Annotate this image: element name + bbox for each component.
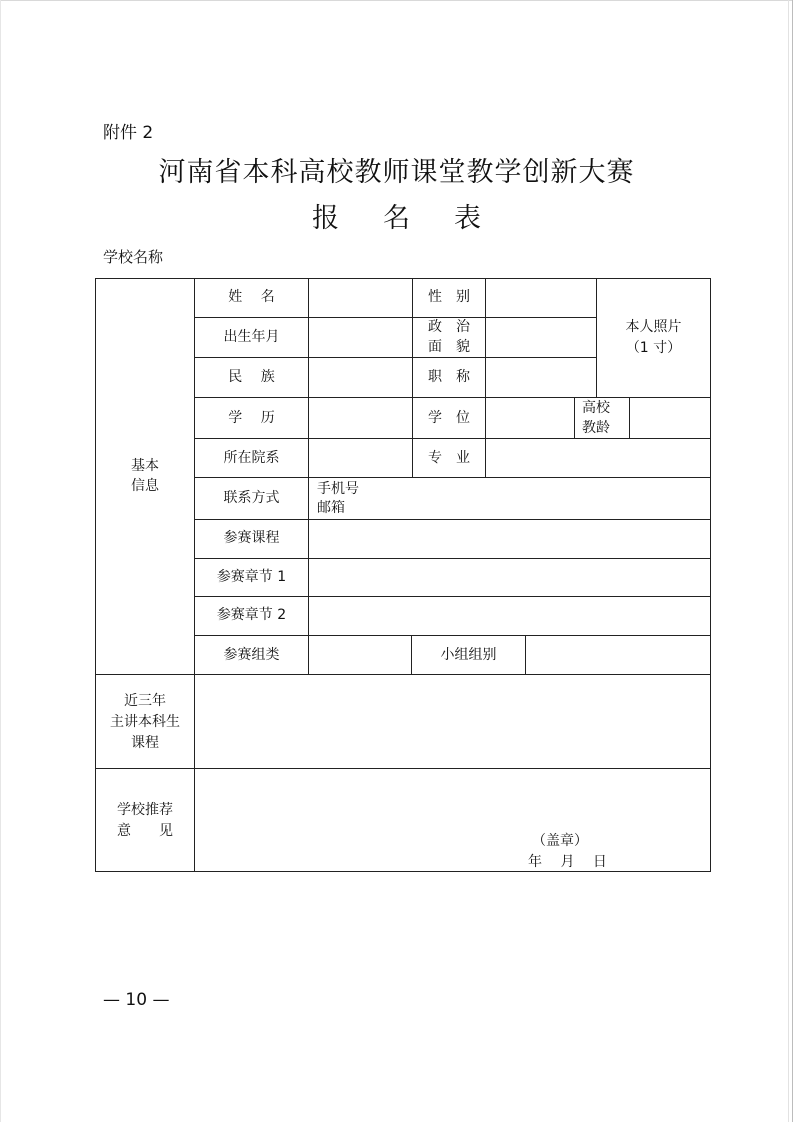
recommend-label-cell <box>95 768 195 872</box>
department-label: 所在院系 <box>223 450 280 466</box>
name-label: 姓 名 <box>228 289 275 305</box>
birth-label: 出生年月 <box>223 329 280 345</box>
recommend-field[interactable] <box>194 768 711 872</box>
major-label: 专 业 <box>428 450 470 466</box>
teaching-years-label: 高校 <box>582 400 610 416</box>
group-type-label: 参赛组类 <box>223 647 280 663</box>
attachment-label: 附件 2 <box>103 123 154 143</box>
education-field[interactable] <box>308 397 413 439</box>
title-rank-label: 职 称 <box>428 369 470 385</box>
political-label: 政 治 <box>428 319 470 335</box>
teaching-years-label: 教龄 <box>582 420 610 436</box>
photo-size-label: （1 寸） <box>625 340 682 356</box>
form-title: 河南省本科高校教师课堂教学创新大赛 <box>158 157 635 188</box>
page-edge <box>0 0 793 1</box>
mobile-label: 手机号 <box>317 481 359 497</box>
chapter2-label: 参赛章节 2 <box>216 607 287 623</box>
basic-info-label: 基本 <box>131 458 159 474</box>
courses-label: 主讲本科生 <box>110 714 180 730</box>
basic-info-label: 信息 <box>131 478 159 494</box>
subtitle-char: 表 <box>454 203 481 234</box>
ethnicity-field[interactable] <box>308 357 413 398</box>
chapter1-field[interactable] <box>308 558 711 597</box>
gender-field[interactable] <box>485 278 597 318</box>
courses-label: 近三年 <box>124 693 166 709</box>
group-type-field[interactable] <box>308 635 412 675</box>
courses-label: 课程 <box>131 735 159 751</box>
recommend-label: 学校推荐 <box>117 802 173 818</box>
course-label: 参赛课程 <box>223 530 280 546</box>
birth-field[interactable] <box>308 317 413 358</box>
photo-label: 本人照片 <box>625 319 682 335</box>
subtitle-char: 报 <box>312 203 339 234</box>
chapter2-field[interactable] <box>308 596 711 636</box>
contact-field[interactable] <box>308 477 711 520</box>
contact-label: 联系方式 <box>223 490 280 506</box>
chapter1-label: 参赛章节 1 <box>216 569 287 585</box>
degree-field[interactable] <box>485 397 575 439</box>
name-field[interactable] <box>308 278 413 318</box>
ethnicity-label: 民 族 <box>228 369 275 385</box>
title-rank-field[interactable] <box>485 357 597 398</box>
page-number: — 10 — <box>103 990 170 1010</box>
school-name-label: 学校名称 <box>103 248 164 266</box>
courses-field[interactable] <box>194 674 711 769</box>
political-label: 面 貌 <box>428 339 470 355</box>
form-subtitle <box>0 196 793 235</box>
education-label: 学 历 <box>228 410 275 426</box>
major-field[interactable] <box>485 438 711 478</box>
department-field[interactable] <box>308 438 413 478</box>
recommend-label: 意 见 <box>117 823 173 839</box>
subgroup-label: 小组组别 <box>440 647 497 663</box>
subgroup-field[interactable] <box>525 635 711 675</box>
political-field[interactable] <box>485 317 597 358</box>
seal-label: （盖章） <box>532 833 588 849</box>
subtitle-char: 名 <box>383 203 410 234</box>
degree-label: 学 位 <box>428 410 470 426</box>
email-label: 邮箱 <box>317 500 345 516</box>
date-label: 年 月 日 <box>528 854 607 870</box>
teaching-years-field[interactable] <box>629 397 711 439</box>
course-field[interactable] <box>308 519 711 559</box>
gender-label: 性 别 <box>428 289 470 305</box>
